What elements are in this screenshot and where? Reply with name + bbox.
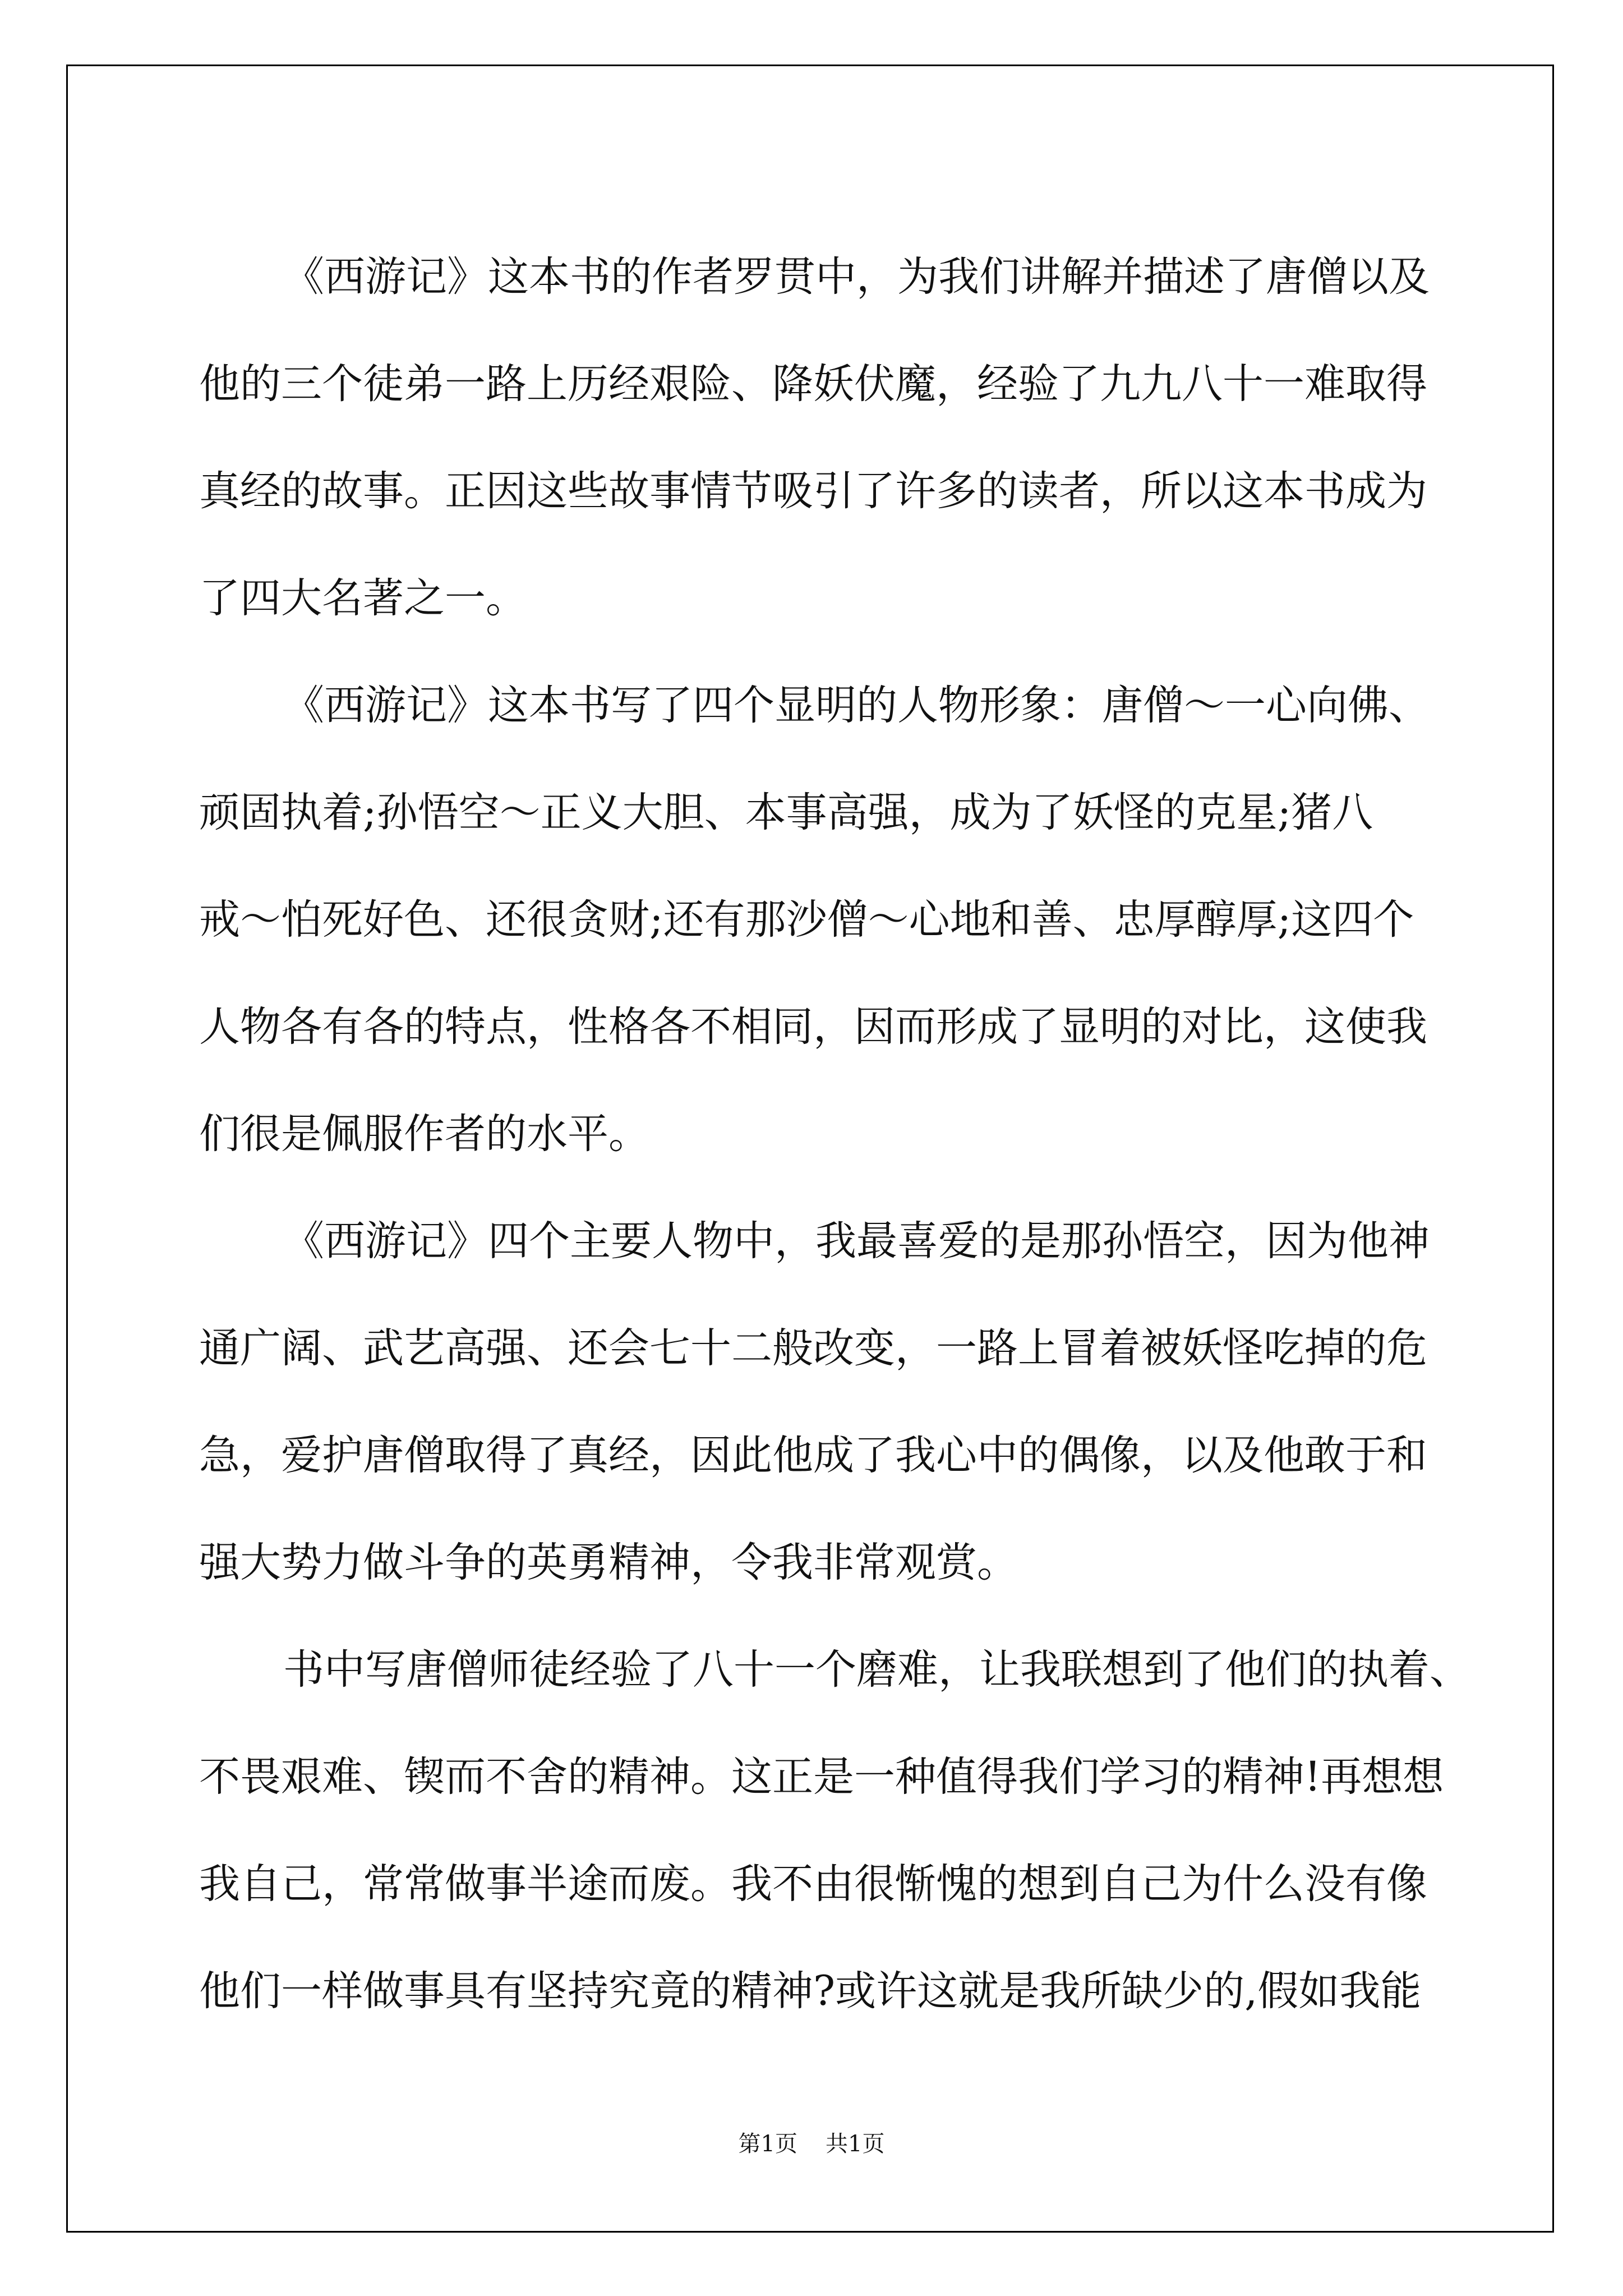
text-line: 《西游记》这本书写了四个显明的人物形象：唐僧～一心向佛、 xyxy=(283,682,1430,729)
page-number: 第1页 xyxy=(738,2131,797,2157)
text-line: 我自己，常常做事半途而废。我不由很惭愧的想到自己为什么没有像 xyxy=(199,1860,1427,1908)
page-total: 共1页 xyxy=(826,2131,885,2157)
document-body xyxy=(199,223,1470,2045)
text-line: 《西游记》四个主要人物中，我最喜爱的是那孙悟空，因为他神 xyxy=(283,1217,1430,1265)
text-line: 人物各有各的特点，性格各不相同，因而形成了显明的对比，这使我 xyxy=(199,1003,1427,1051)
text-line: 戒～怕死好色、还很贪财;还有那沙僧～心地和善、忠厚醇厚;这四个 xyxy=(199,896,1414,944)
paragraph xyxy=(199,1616,1470,2045)
page-footer xyxy=(0,2126,1623,2158)
paragraph xyxy=(199,652,1444,1188)
paragraph xyxy=(199,223,1444,652)
text-line: 通广阔、武艺高强、还会七十二般改变，一路上冒着被妖怪吃掉的危 xyxy=(199,1324,1427,1372)
text-line: 他们一样做事具有坚持究竟的精神?或许这就是我所缺少的,假如我能 xyxy=(199,1967,1422,2015)
text-line: 不畏艰难、锲而不舍的精神。这正是一种值得我们学习的精神!再想想 xyxy=(199,1753,1444,1801)
text-line: 们很是佩服作者的水平。 xyxy=(199,1110,649,1158)
text-line: 《西游记》这本书的作者罗贯中，为我们讲解并描述了唐僧以及 xyxy=(283,253,1430,301)
text-line: 书中写唐僧师徒经验了八十一个磨难，让我联想到了他们的执着、 xyxy=(283,1646,1470,1694)
paragraph xyxy=(199,1188,1444,1616)
text-line: 急，爱护唐僧取得了真经，因此他成了我心中的偶像，以及他敢于和 xyxy=(199,1432,1427,1479)
text-line: 真经的故事。正因这些故事情节吸引了许多的读者，所以这本书成为 xyxy=(199,467,1427,515)
text-line: 了四大名著之一。 xyxy=(199,574,527,622)
text-line: 强大势力做斗争的英勇精神，令我非常观赏。 xyxy=(199,1539,1018,1586)
text-line: 顽固执着;孙悟空～正义大胆、本事高强，成为了妖怪的克星;猪八 xyxy=(199,789,1373,836)
text-line: 他的三个徒弟一路上历经艰险、降妖伏魔，经验了九九八十一难取得 xyxy=(199,360,1427,408)
